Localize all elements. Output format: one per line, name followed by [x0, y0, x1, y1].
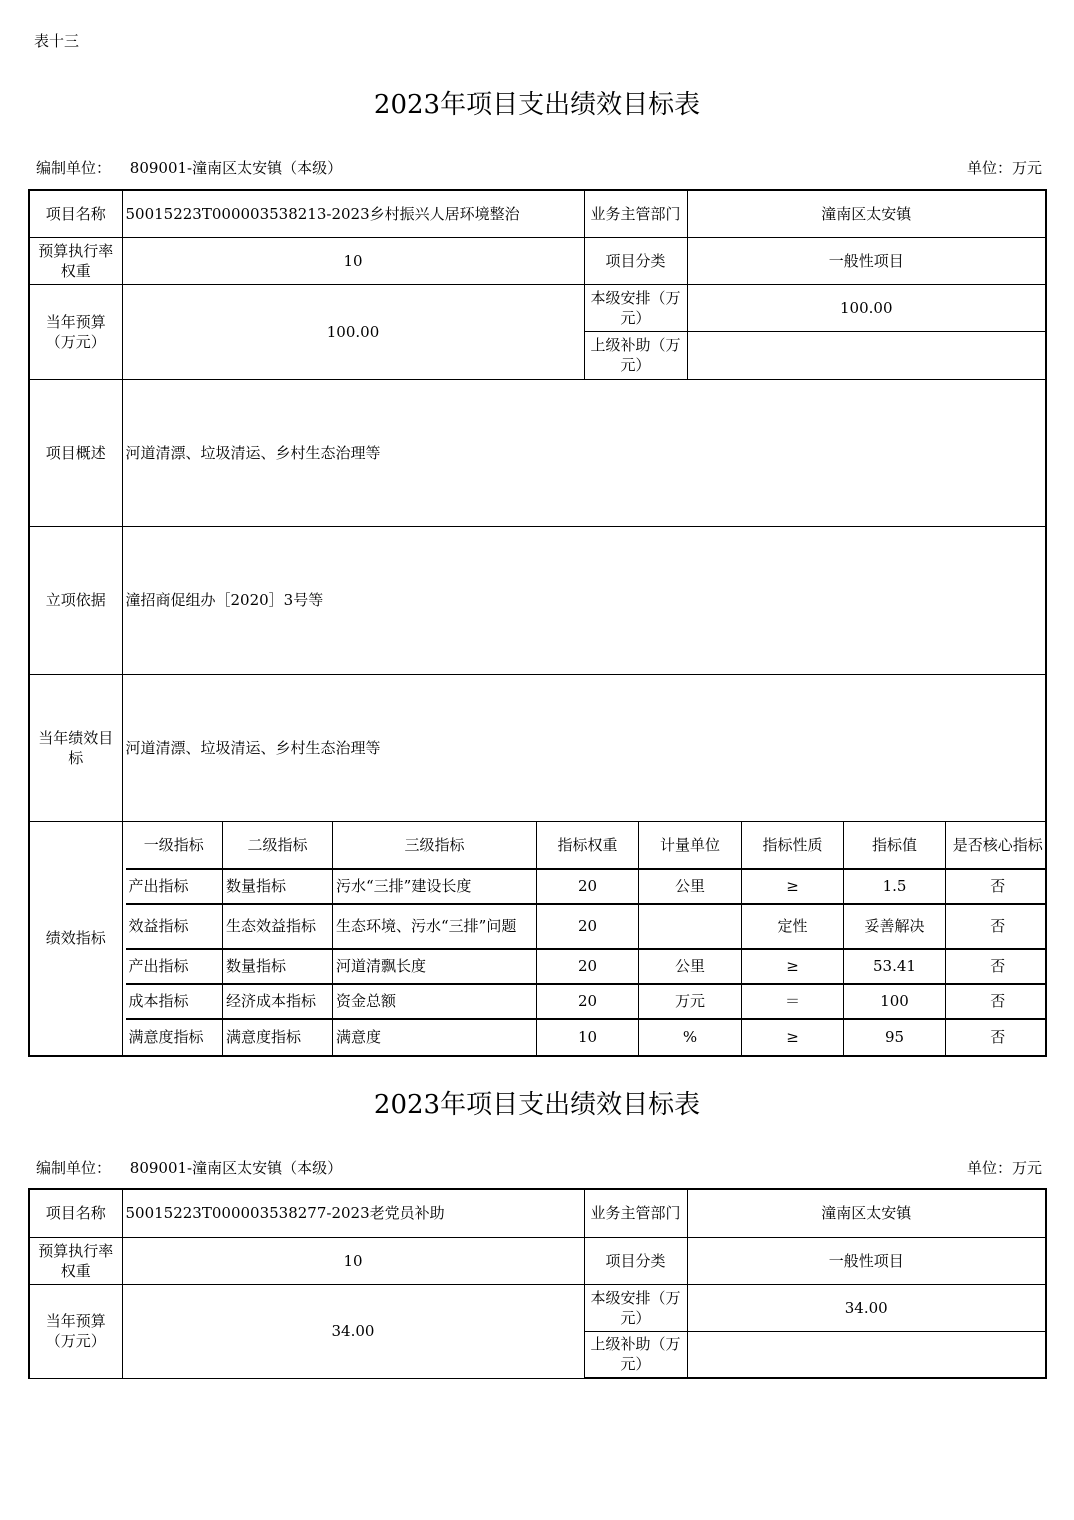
project-name-label: 项目名称: [29, 190, 122, 237]
rate-label: 预算执行率权重: [29, 1237, 122, 1284]
project-name-value: 50015223T000003538277-2023老党员补助: [122, 1189, 584, 1237]
cell-weight: 20: [537, 984, 639, 1019]
budget-label: 当年预算（万元）: [29, 1284, 122, 1378]
cell-level3: 生态环境、污水“三排”问题: [333, 904, 537, 949]
cell-value: 妥善解决: [844, 904, 946, 949]
local-value: 100.00: [687, 284, 1046, 331]
table-row: [126, 984, 1047, 1019]
rate-value: 10: [122, 1237, 584, 1284]
local-label: 本级安排（万元）: [584, 284, 687, 331]
cell-weight: 20: [537, 904, 639, 949]
header-value: 指标值: [844, 822, 946, 869]
goal-value: 河道清漂、垃圾清运、乡村生态治理等: [122, 674, 1046, 821]
section-1-unit: [36, 157, 342, 178]
category-label: 项目分类: [584, 237, 687, 284]
cell-core: 否: [946, 949, 1047, 984]
category-value: 一般性项目: [687, 237, 1046, 284]
cell-level1: 产出指标: [126, 869, 223, 904]
goal-label: 当年绩效目标: [29, 674, 122, 821]
project-name-label: 项目名称: [29, 1189, 122, 1237]
section-1-currency: 单位：万元: [966, 159, 1042, 177]
unit-label: 编制单位：: [36, 1159, 112, 1177]
local-label: 本级安排（万元）: [584, 1284, 687, 1331]
dept-value: 潼南区太安镇: [687, 1189, 1046, 1237]
basis-label: 立项依据: [29, 526, 122, 674]
rate-value: 10: [122, 237, 584, 284]
dept-value: 潼南区太安镇: [687, 190, 1046, 237]
unit-value: 809001-潼南区太安镇（本级）: [129, 1159, 343, 1177]
indicators-label: 绩效指标: [29, 821, 122, 1056]
cell-level3: 满意度: [333, 1019, 537, 1055]
cell-nature: ≥: [742, 949, 844, 984]
overview-value: 河道清漂、垃圾清运、乡村生态治理等: [122, 379, 1046, 526]
cell-core: 否: [946, 984, 1047, 1019]
cell-level2: 满意度指标: [223, 1019, 333, 1055]
cell-level1: 满意度指标: [126, 1019, 223, 1055]
header-weight: 指标权重: [537, 822, 639, 869]
budget-label: 当年预算（万元）: [29, 284, 122, 379]
header-level2: 二级指标: [223, 822, 333, 869]
table-row: [126, 904, 1047, 949]
header-core: 是否核心指标: [946, 822, 1047, 869]
subsidy-label: 上级补助（万元）: [584, 1331, 687, 1378]
dept-label: 业务主管部门: [584, 190, 687, 237]
header-unit: 计量单位: [639, 822, 742, 869]
dept-label: 业务主管部门: [584, 1189, 687, 1237]
table-row: [126, 1019, 1047, 1055]
cell-nature: 定性: [742, 904, 844, 949]
cell-weight: 20: [537, 869, 639, 904]
section-2-title: 2023年项目支出绩效目标表: [373, 1090, 701, 1120]
unit-value: 809001-潼南区太安镇（本级）: [129, 159, 343, 177]
cell-level3: 资金总额: [333, 984, 537, 1019]
cell-nature: ≥: [742, 869, 844, 904]
cell-value: 53.41: [844, 949, 946, 984]
cell-weight: 10: [537, 1019, 639, 1055]
category-value: 一般性项目: [687, 1237, 1046, 1284]
cell-level2: 经济成本指标: [223, 984, 333, 1019]
cell-weight: 20: [537, 949, 639, 984]
budget-value: 34.00: [122, 1284, 584, 1378]
header-level1: 一级指标: [126, 822, 223, 869]
cell-value: 1.5: [844, 869, 946, 904]
subsidy-value: [687, 331, 1046, 379]
header-level3: 三级指标: [333, 822, 537, 869]
indicators-table: [126, 822, 1047, 1055]
cell-level2: 数量指标: [223, 869, 333, 904]
overview-label: 项目概述: [29, 379, 122, 526]
cell-core: 否: [946, 869, 1047, 904]
unit-label: 编制单位：: [36, 159, 112, 177]
cell-unit: 公里: [639, 949, 742, 984]
subsidy-label: 上级补助（万元）: [584, 331, 687, 379]
cell-nature: ≥: [742, 1019, 844, 1055]
rate-label: 预算执行率权重: [29, 237, 122, 284]
cell-core: 否: [946, 904, 1047, 949]
section-2-table: [28, 1188, 1047, 1379]
category-label: 项目分类: [584, 1237, 687, 1284]
cell-level3: 污水“三排”建设长度: [333, 869, 537, 904]
cell-level3: 河道清飘长度: [333, 949, 537, 984]
cell-value: 100: [844, 984, 946, 1019]
cell-level1: 产出指标: [126, 949, 223, 984]
subsidy-value: [687, 1331, 1046, 1378]
cell-unit: %: [639, 1019, 742, 1055]
basis-value: 潼招商促组办［2020］3号等: [122, 526, 1046, 674]
project-name-value: 50015223T000003538213-2023乡村振兴人居环境整治: [122, 190, 584, 237]
cell-nature: ＝: [742, 984, 844, 1019]
cell-level1: 成本指标: [126, 984, 223, 1019]
cell-unit: [639, 904, 742, 949]
indicators-table-cell: [122, 821, 1046, 1056]
doc-label: 表十三: [34, 32, 80, 50]
cell-core: 否: [946, 1019, 1047, 1055]
table-row: [126, 869, 1047, 904]
cell-level1: 效益指标: [126, 904, 223, 949]
local-value: 34.00: [687, 1284, 1046, 1331]
section-1-title: 2023年项目支出绩效目标表: [373, 90, 701, 120]
section-2-currency: 单位：万元: [966, 1159, 1042, 1177]
table-row: [126, 949, 1047, 984]
cell-level2: 数量指标: [223, 949, 333, 984]
section-1-table: [28, 189, 1047, 1057]
cell-unit: 万元: [639, 984, 742, 1019]
header-nature: 指标性质: [742, 822, 844, 869]
cell-unit: 公里: [639, 869, 742, 904]
section-2-unit: [36, 1157, 342, 1178]
budget-value: 100.00: [122, 284, 584, 379]
cell-level2: 生态效益指标: [223, 904, 333, 949]
cell-value: 95: [844, 1019, 946, 1055]
